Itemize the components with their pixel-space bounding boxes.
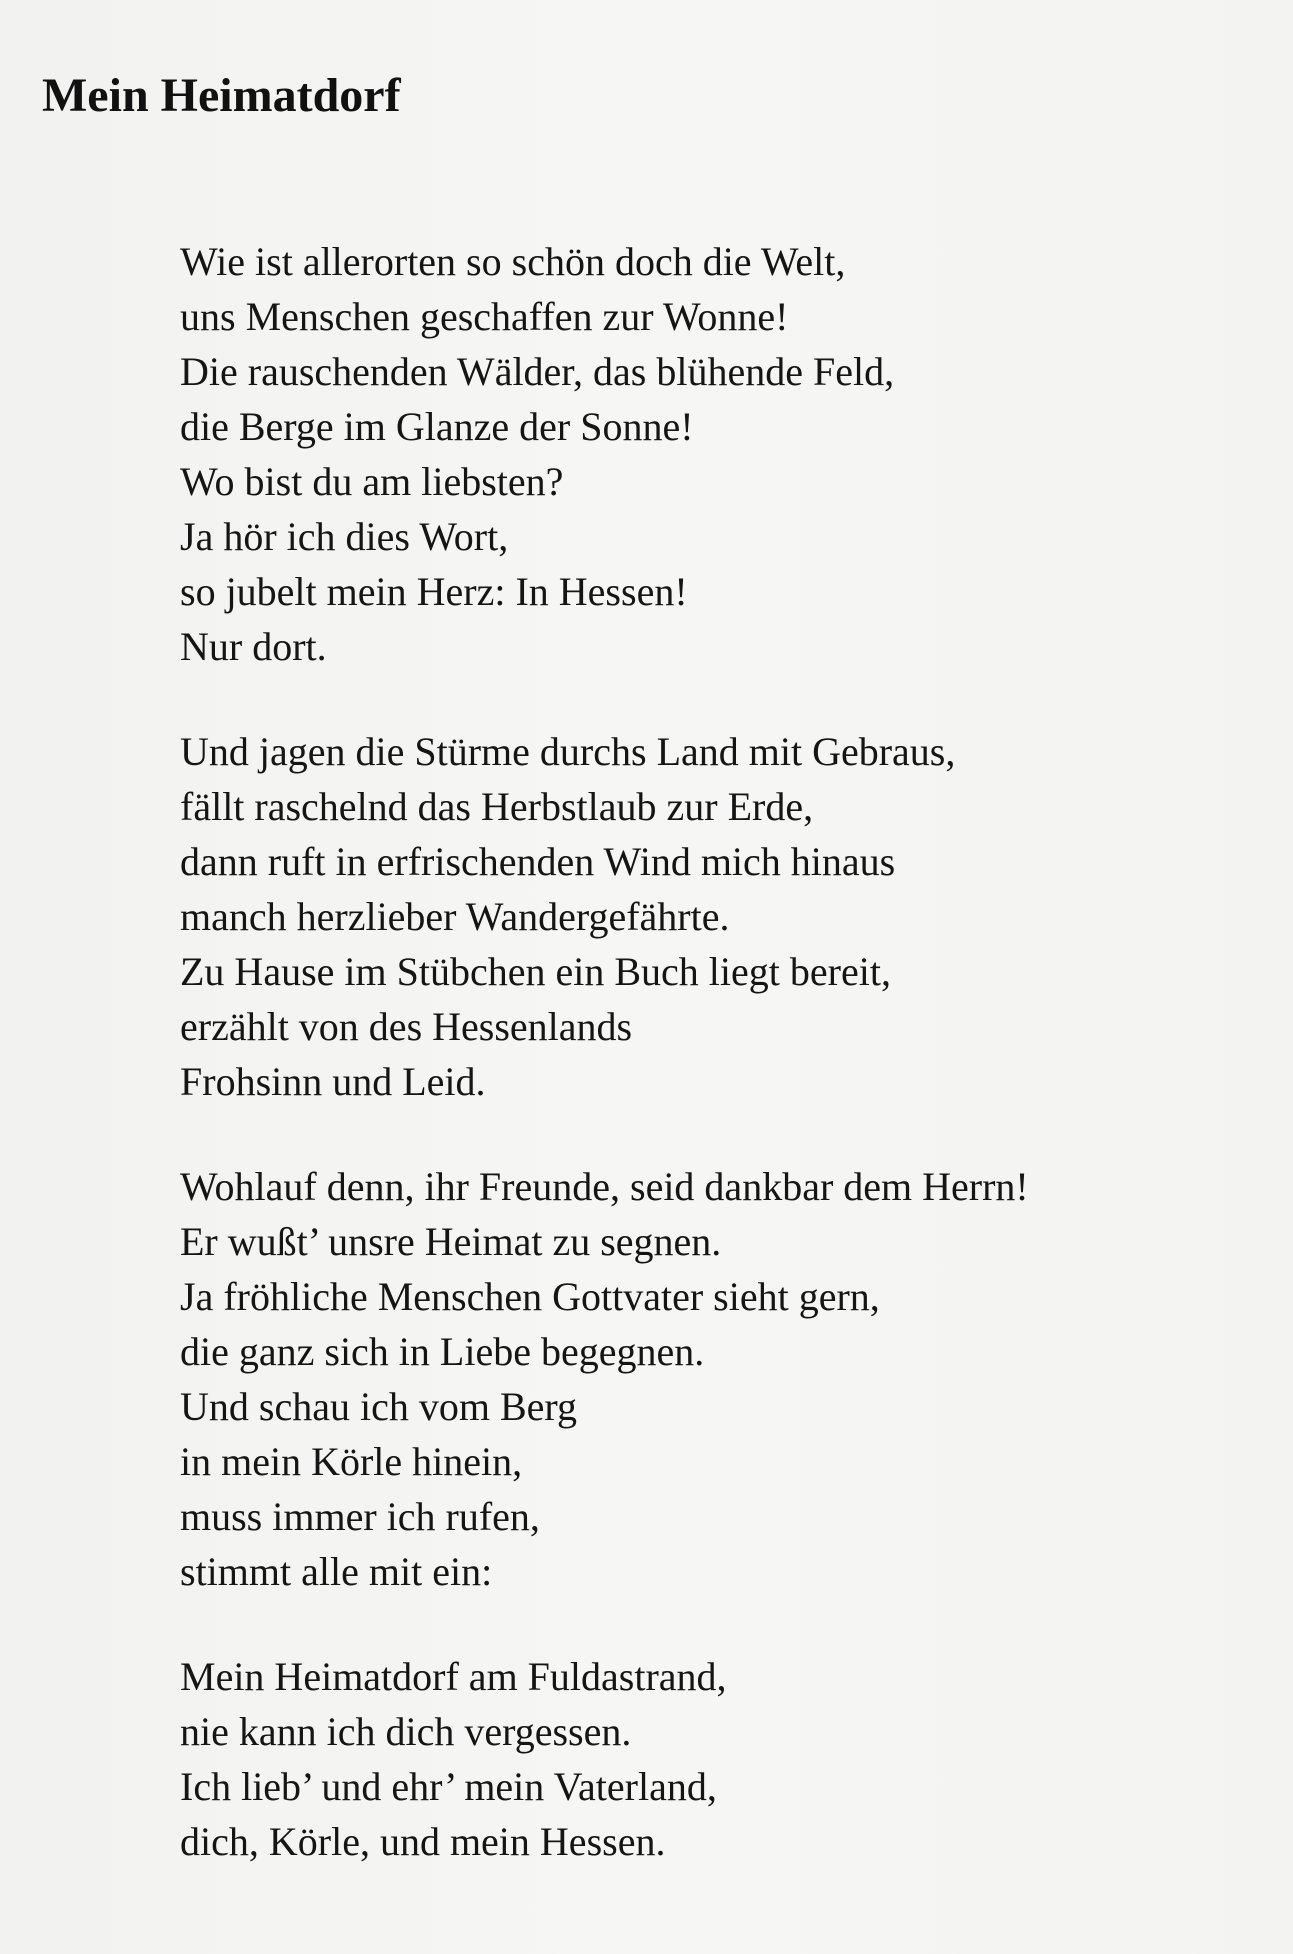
poem-line: fällt raschelnd das Herbstlaub zur Erde,: [180, 784, 814, 829]
poem-line: dann ruft in erfrischenden Wind mich hinaus: [180, 839, 896, 884]
poem-line: Die rauschenden Wälder, das blühende Feld,: [180, 349, 895, 394]
poem-line: Ja fröhliche Menschen Gottvater sieht gern,: [180, 1274, 880, 1319]
poem-line: muss immer ich rufen,: [180, 1494, 540, 1539]
poem-line: erzählt von des Hessenlands: [180, 1004, 633, 1049]
poem-line: Und jagen die Stürme durchs Land mit Gebraus,: [180, 729, 956, 774]
poem-line: Wo bist du am liebsten?: [180, 459, 564, 504]
poem-line: Frohsinn und Leid.: [180, 1059, 486, 1104]
poem-line: manch herzlieber Wandergefährte.: [180, 894, 730, 939]
stanza-4: [180, 1649, 1260, 1869]
poem-line: Wie ist allerorten so schön doch die Welt,: [180, 239, 846, 284]
poem-line: Ja hör ich dies Wort,: [180, 514, 509, 559]
poem-line: die Berge im Glanze der Sonne!: [180, 404, 694, 449]
poem-line: so jubelt mein Herz: In Hessen!: [180, 569, 688, 614]
poem-line: Ich lieb’ und ehr’ mein Vaterland,: [180, 1764, 717, 1809]
stanza-2: [180, 724, 1260, 1109]
poem-line: in mein Körle hinein,: [180, 1439, 523, 1484]
poem-line: nie kann ich dich vergessen.: [180, 1709, 632, 1754]
poem-line: Wohlauf denn, ihr Freunde, seid dankbar dem Herrn!: [180, 1164, 1029, 1209]
poem-line: Er wußt’ unsre Heimat zu segnen.: [180, 1219, 722, 1264]
poem-line: dich, Körle, und mein Hessen.: [180, 1819, 666, 1864]
poem: [180, 234, 1260, 1919]
poem-line: die ganz sich in Liebe begegnen.: [180, 1329, 705, 1374]
page-title: Mein Heimatdorf: [42, 69, 401, 122]
poem-line: Und schau ich vom Berg: [180, 1384, 577, 1429]
poem-line: stimmt alle mit ein:: [180, 1549, 493, 1594]
stanza-3: [180, 1159, 1260, 1599]
poem-line: Nur dort.: [180, 624, 327, 669]
poem-line: uns Menschen geschaffen zur Wonne!: [180, 294, 789, 339]
poem-line: Mein Heimatdorf am Fuldastrand,: [180, 1654, 727, 1699]
poem-line: Zu Hause im Stübchen ein Buch liegt bereit,: [180, 949, 891, 994]
stanza-1: [180, 234, 1260, 674]
